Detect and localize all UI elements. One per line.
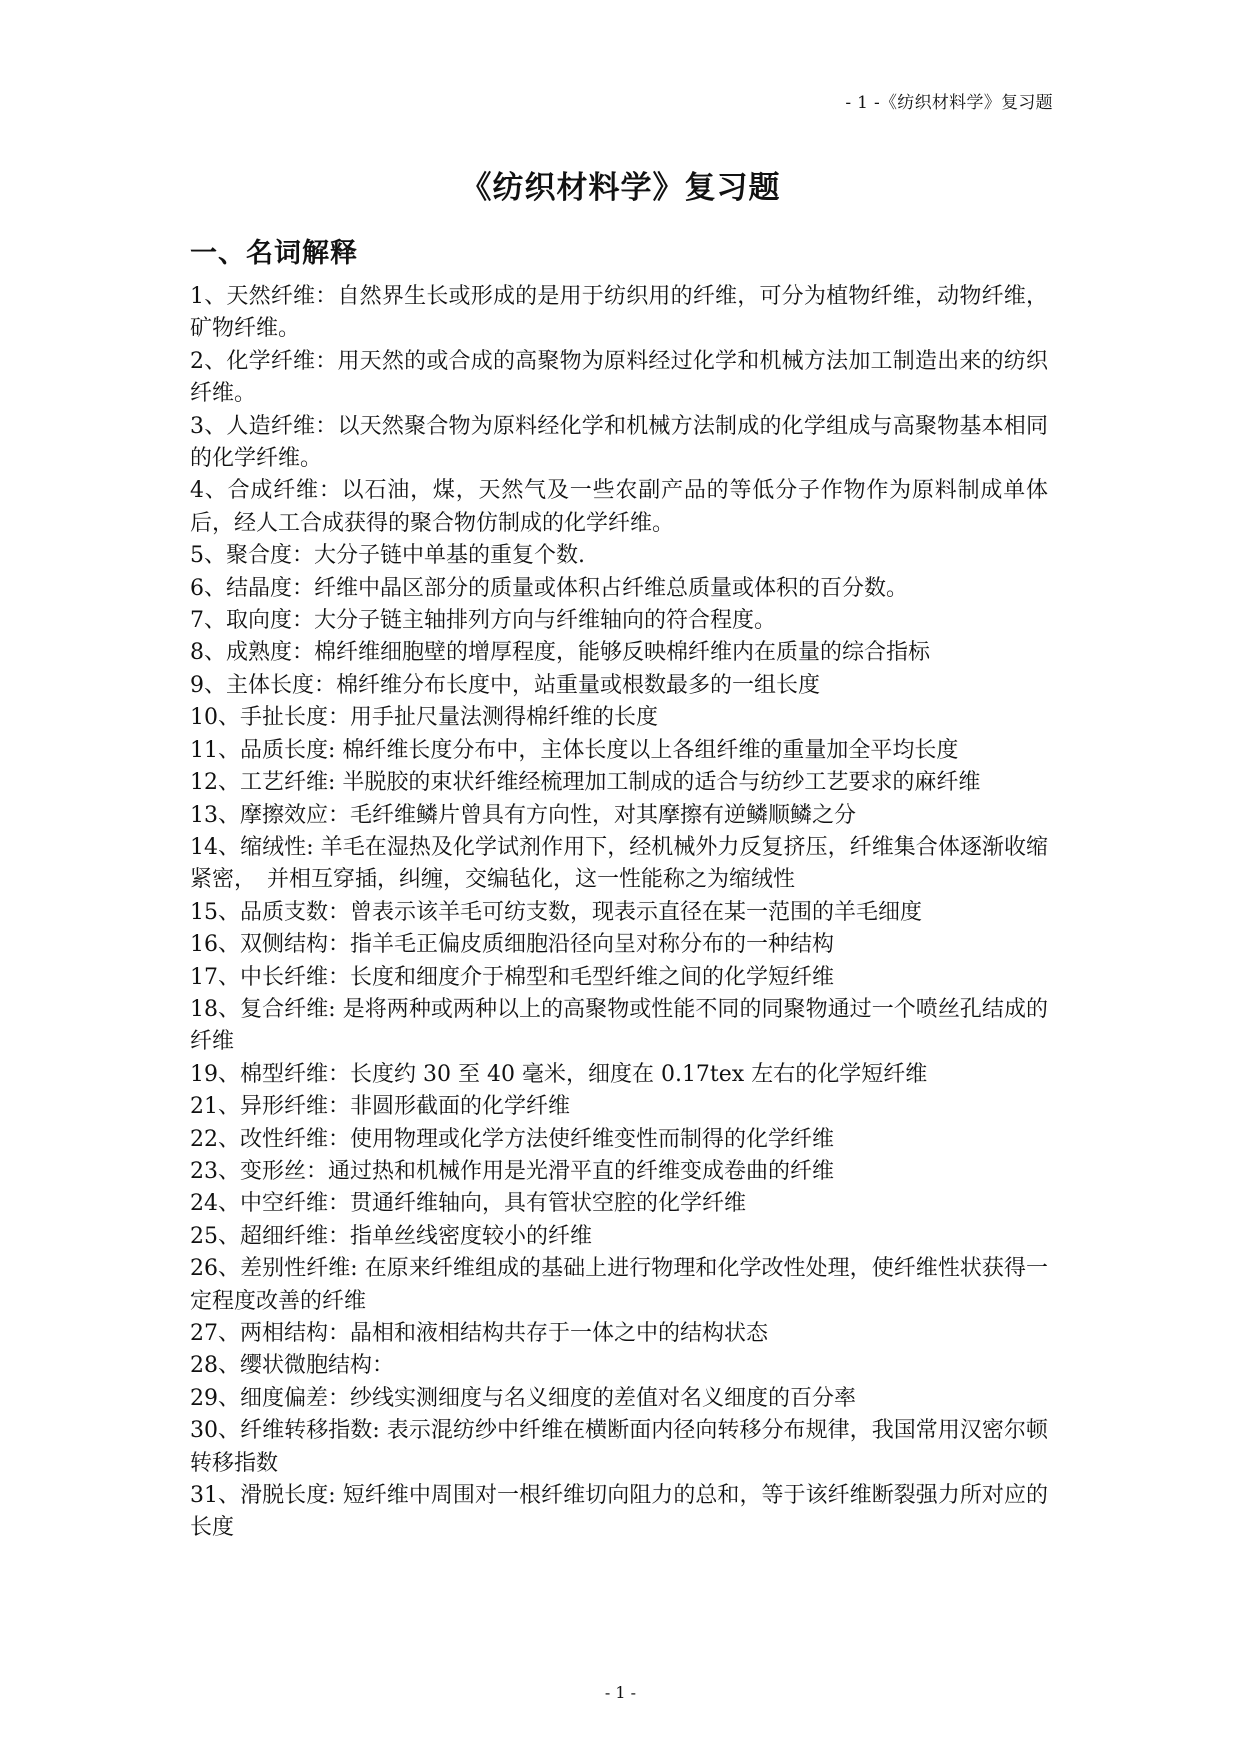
definition-item: 14、缩绒性: 羊毛在湿热及化学试剂作用下，经机械外力反复挤压，纤维集合体逐渐收缩紧密， 并相互穿插，纠缠，交编毡化，这一性能称之为缩绒性: [190, 834, 1048, 893]
definition-item: 24、中空纤维：贯通纤维轴向，具有管状空腔的化学纤维: [190, 1191, 746, 1217]
document-title: 《纺织材料学》复习题: [460, 170, 781, 206]
definition-item: 1、天然纤维：自然界生长或形成的是用于纺织用的纤维，可分为植物纤维，动物纤维，矿物纤维。: [190, 284, 1048, 342]
definition-item: 27、两相结构：晶相和液相结构共存于一体之中的结构状态: [190, 1321, 768, 1346]
definition-item: 16、双侧结构：指羊毛正偏皮质细胞沿径向呈对称分布的一种结构: [190, 932, 834, 958]
definition-item: 6、结晶度：纤维中晶区部分的质量或体积占纤维总质量或体积的百分数。: [190, 575, 908, 601]
definition-item: 13、摩擦效应：毛纤维鳞片曾具有方向性，对其摩擦有逆鳞顺鳞之分: [190, 802, 856, 828]
definition-item: 11、品质长度: 棉纤维长度分布中，主体长度以上各组纤维的重量加全平均长度: [190, 737, 959, 763]
definition-item: 9、主体长度：棉纤维分布长度中，站重量或根数最多的一组长度: [190, 672, 820, 698]
definition-list: [190, 281, 1048, 1545]
definition-item: 12、工艺纤维: 半脱胶的束状纤维经梳理加工制成的适合与纺纱工艺要求的麻纤维: [190, 770, 981, 796]
definition-item: 3、人造纤维：以天然聚合物为原料经化学和机械方法制成的化学组成与高聚物基本相同的化学纤维。: [190, 413, 1048, 472]
definition-item: 8、成熟度：棉纤维细胞壁的增厚程度，能够反映棉纤维内在质量的综合指标: [190, 640, 930, 666]
definition-item: 22、改性纤维：使用物理或化学方法使纤维变性而制得的化学纤维: [190, 1126, 834, 1152]
definition-item: 4、合成纤维：以石油，煤，天然气及一些农副产品的等低分子作物作为原料制成单体后，经人工合成获得的聚合物仿制成的化学纤维。: [190, 478, 1048, 536]
definition-item: 7、取向度：大分子链主轴排列方向与纤维轴向的符合程度。: [190, 608, 776, 634]
definition-item: 18、复合纤维: 是将两种或两种以上的高聚物或性能不同的同聚物通过一个喷丝孔结成的纤维: [190, 996, 1048, 1055]
definition-item: 17、中长纤维：长度和细度介于棉型和毛型纤维之间的化学短纤维: [190, 964, 834, 990]
definition-item: 2、化学纤维：用天然的或合成的高聚物为原料经过化学和机械方法加工制造出来的纺织纤维。: [190, 348, 1048, 407]
running-header: - 1 -《纺织材料学》复习题: [845, 93, 1053, 113]
definition-item: 15、品质支数：曾表示该羊毛可纺支数，现表示直径在某一范围的羊毛细度: [190, 899, 922, 925]
definition-item: 25、超细纤维：指单丝线密度较小的纤维: [190, 1223, 592, 1249]
definition-item: 29、细度偏差：纱线实测细度与名义细度的差值对名义细度的百分率: [190, 1385, 856, 1411]
page-number: - 1 -: [604, 1683, 637, 1702]
definition-item: 31、滑脱长度: 短纤维中周围对一根纤维切向阻力的总和，等于该纤维断裂强力所对应的长度: [190, 1483, 1048, 1541]
definition-item: 26、差别性纤维: 在原来纤维组成的基础上进行物理和化学改性处理，使纤维性状获得一定程度改善的纤维: [190, 1256, 1048, 1314]
definition-item: 30、纤维转移指数: 表示混纺纱中纤维在横断面内径向转移分布规律，我国常用汉密尔顿转移指数: [190, 1418, 1048, 1476]
definition-item: 5、聚合度：大分子链中单基的重复个数.: [190, 543, 585, 569]
definition-item: 21、异形纤维：非圆形截面的化学纤维: [190, 1094, 570, 1120]
definition-item: 10、手扯长度：用手扯尺量法测得棉纤维的长度: [190, 705, 658, 731]
definition-item: 23、变形丝：通过热和机械作用是光滑平直的纤维变成卷曲的纤维: [190, 1158, 834, 1184]
definition-item: 19、棉型纤维：长度约 30 至 40 毫米，细度在 0.17tex 左右的化学短纤维: [190, 1061, 928, 1087]
definition-item: 28、缨状微胞结构：: [190, 1353, 394, 1379]
section-heading: 一、名词解释: [190, 238, 358, 269]
